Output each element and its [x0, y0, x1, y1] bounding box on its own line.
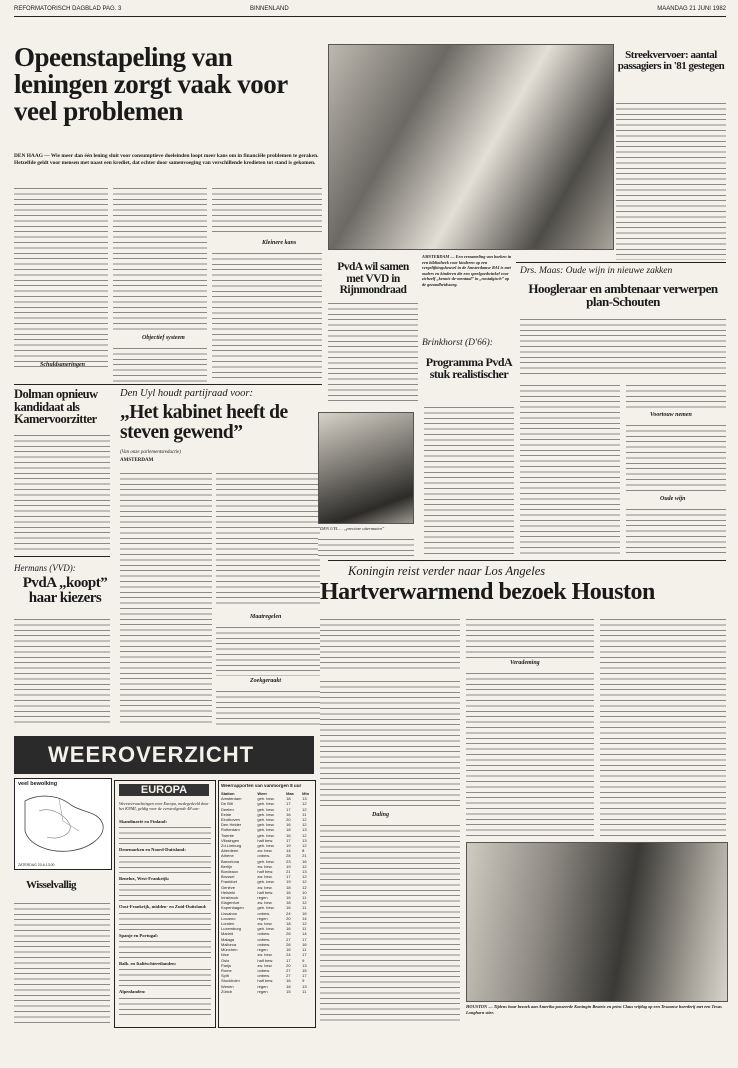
- koningin-column-2b: [466, 670, 594, 836]
- weather-banner: [14, 736, 314, 774]
- weather-map-legend: ZATERDAG 20-6 13.00: [18, 863, 55, 867]
- min-cell: 8: [302, 848, 305, 854]
- houston-photo-caption: HOUSTON — Tijdens haar bezoek aan Amerika passeerde Koningin Beatrix en prins Claus vrijdag op een Texaanse boerderij met een Texas Longhorn stier.: [466, 1004, 722, 1015]
- station-cell: Rome: [221, 967, 232, 973]
- lead-headline: Opeenstapeling van leningen zorgt vaak voor veel problemen: [14, 42, 288, 126]
- min-cell: 12: [302, 817, 307, 823]
- weather-cell: half bew.: [257, 869, 274, 875]
- europa-region-label: Oost-Frankrijk, midden- en Zuid-Duitsland:: [119, 904, 207, 910]
- min-cell: 9: [302, 957, 305, 963]
- station-cell: Aberdeen: [221, 848, 239, 854]
- lead-column-3: [212, 185, 322, 233]
- lead-subhead-3: Kleinere kans: [262, 240, 297, 246]
- denuyl-column-2: [216, 470, 320, 608]
- europa-region-label: Skandinavië en Finland:: [119, 819, 167, 824]
- maas-column-1: [520, 382, 620, 554]
- max-cell: 16: [286, 822, 291, 828]
- weather-table-box: [218, 780, 316, 1028]
- weather-cell: onbew.: [257, 931, 271, 937]
- maas-column-2b: [626, 422, 726, 494]
- min-cell: 14: [302, 931, 307, 937]
- denuyl-photo-text: [318, 536, 414, 558]
- europa-regions: [119, 819, 211, 1018]
- pvda-headline: PvdA wil samen met VVD in Rijnmondraad: [337, 261, 409, 296]
- station-cell: Kopenhagen: [221, 905, 244, 911]
- weather-cell: geh. bew.: [257, 827, 275, 833]
- weather-cell: zw. bew.: [257, 848, 273, 854]
- europa-intro: Weersverwachtingen voor Europa, medegedeeld door het KNMI, geldig voor de eerstvolgende 48 uur:: [119, 801, 209, 812]
- weather-cell: geh. bew.: [257, 905, 275, 911]
- weather-map-drawing: [19, 791, 107, 857]
- page-header: [14, 4, 726, 17]
- weather-cell: half bew.: [257, 837, 274, 843]
- weather-cell: zw. bew.: [257, 863, 273, 869]
- europa-region-text: [119, 853, 211, 874]
- min-cell: 11: [302, 947, 307, 953]
- max-cell: 16: [286, 978, 291, 984]
- max-cell: 16: [286, 947, 291, 953]
- streekvervoer-headline: Streekvervoer: aantal passagiers in '81 gestegen: [617, 49, 725, 72]
- weather-cell: geh. bew.: [257, 843, 275, 849]
- min-cell: 16: [302, 941, 307, 947]
- max-cell: 24: [286, 910, 291, 916]
- paper-name: REFORMATORISCH DAGBLAD PAG. 3: [14, 6, 122, 12]
- weather-cell: regen: [257, 915, 268, 921]
- station-cell: Deelen: [221, 806, 234, 812]
- min-cell: 16: [302, 858, 307, 864]
- max-cell: 16: [286, 905, 291, 911]
- max-cell: 27: [286, 936, 291, 942]
- station-cell: Klagenfurt: [221, 900, 240, 906]
- min-cell: 17: [302, 936, 307, 942]
- weather-banner-title: WEEROVERZICHT: [48, 742, 255, 767]
- lead-column-2: [113, 185, 207, 333]
- station-cell: Den Helder: [221, 822, 242, 828]
- brinkhorst-kicker: Brinkhorst (D'66):: [422, 338, 493, 348]
- weather-cell: regen: [257, 983, 268, 989]
- max-cell: 18: [286, 921, 291, 927]
- weather-cell: onbew.: [257, 941, 271, 947]
- min-cell: 12: [302, 822, 307, 828]
- max-cell: 18: [286, 884, 291, 890]
- station-cell: Helsinki: [221, 889, 236, 895]
- weather-cell: geh. bew.: [257, 806, 275, 812]
- min-cell: 21: [302, 853, 307, 859]
- station-cell: Athene: [221, 853, 234, 859]
- weather-side-body: [14, 900, 110, 1026]
- denuyl-dateline: AMSTERDAM: [120, 458, 154, 463]
- max-cell: 21: [286, 869, 291, 875]
- europa-region-text: [119, 995, 211, 1016]
- min-cell: 13: [302, 962, 307, 968]
- europa-region-text: [119, 910, 211, 931]
- station-cell: Barcelona: [221, 858, 240, 864]
- weather-cell: geh. bew.: [257, 926, 275, 932]
- europa-region-text: [119, 966, 211, 987]
- weather-cell: zw. bew.: [257, 962, 273, 968]
- weather-cell: half bew.: [257, 889, 274, 895]
- max-cell: 20: [286, 962, 291, 968]
- max-cell: 16: [286, 889, 291, 895]
- weather-cell: onbew.: [257, 936, 271, 942]
- min-cell: 13: [302, 827, 307, 833]
- min-cell: 11: [302, 895, 307, 901]
- hermans-headline: PvdA „koopt” haar kiezers: [22, 575, 108, 606]
- weather-cell: onbew.: [257, 973, 271, 979]
- lead-column-2b: [113, 345, 207, 382]
- library-photo-caption: AMSTERDAM — Een verzameling van boeken in een bibliotheek voor kinderen op een vergelijkingsheuvel in de Amsterdamse RAI is met ouders en kinderen die een speelgoedwinkel voor zichzelf „kennis-de-mentaal” in „nostalgisch” op de gezondheidszorg.: [422, 254, 512, 287]
- weather-table: [219, 791, 315, 994]
- weather-cell: geh. bew.: [257, 832, 275, 838]
- section-name: BINNENLAND: [250, 6, 289, 12]
- min-cell: 13: [302, 983, 307, 989]
- maas-headline: Hoogleraar en ambtenaar verwerpen plan-Schouten: [528, 281, 718, 309]
- weather-cell: geh. bew.: [257, 817, 275, 823]
- weather-cell: onbew.: [257, 910, 271, 916]
- weather-cell: zw. bew.: [257, 884, 273, 890]
- houston-photo: [466, 842, 728, 1002]
- weather-cell: zw. bew.: [257, 952, 273, 958]
- weather-map: [14, 778, 112, 870]
- denuyl-photo: [318, 412, 414, 524]
- min-cell: 12: [302, 832, 307, 838]
- max-cell: 19: [286, 843, 291, 849]
- dolman-headline: Dolman opnieuw kandidaat als Kamervoorzitter: [14, 387, 98, 426]
- weather-cell: onbew.: [257, 853, 271, 859]
- max-cell: 23: [286, 858, 291, 864]
- lead-subhead-1: Schuldsaneringen: [40, 362, 86, 368]
- dolman-body: [14, 432, 110, 550]
- station-cell: Eelde: [221, 811, 232, 817]
- europa-title: EUROPA: [119, 784, 209, 796]
- koningin-column-1b: [320, 822, 460, 1022]
- max-cell: 17: [286, 801, 291, 807]
- brinkhorst-headline: Programma PvdA stuk realistischer: [425, 355, 513, 381]
- koningin-subhead-1: Verademing: [510, 660, 540, 666]
- max-cell: 28: [286, 853, 291, 859]
- hermans-body: [14, 616, 110, 726]
- max-cell: 17: [286, 837, 291, 843]
- maas-subhead-1: Voortouw nemen: [650, 412, 692, 418]
- weather-cell: geh. bew.: [257, 822, 275, 828]
- station-cell: Innsbruck: [221, 895, 239, 901]
- streekvervoer-body: [616, 100, 726, 260]
- col-min: Min: [302, 791, 310, 796]
- station-cell: Wenen: [221, 983, 234, 989]
- koningin-column-3: [600, 616, 726, 836]
- denuyl-column-1: [120, 470, 212, 726]
- min-cell: 16: [302, 910, 307, 916]
- min-cell: 11: [302, 905, 307, 911]
- max-cell: 18: [286, 900, 291, 906]
- issue-date: MAANDAG 21 JUNI 1982: [657, 6, 726, 12]
- max-cell: 19: [286, 879, 291, 885]
- hermans-kicker: Hermans (VVD):: [14, 563, 76, 573]
- lead-column-3b: [212, 250, 322, 380]
- weather-table-title: Weerrapporten van vanmorgen 8 uur: [221, 783, 302, 788]
- max-cell: 17: [286, 806, 291, 812]
- table-row: [219, 989, 315, 994]
- maas-intro: [520, 316, 726, 376]
- col-max: Max: [286, 791, 294, 796]
- europa-region-label: Alpenlanden:: [119, 989, 146, 995]
- weather-cell: half bew.: [257, 957, 274, 963]
- station-cell: Berlijn: [221, 863, 233, 869]
- weather-cell: geh. bew.: [257, 879, 275, 885]
- max-cell: 18: [286, 827, 291, 833]
- station-cell: Nice: [221, 952, 230, 958]
- col-weather: Weer: [257, 791, 268, 796]
- station-cell: Malaga: [221, 936, 235, 942]
- min-cell: 12: [302, 806, 307, 812]
- min-cell: 12: [302, 863, 307, 869]
- station-cell: Frankfort: [221, 879, 238, 885]
- station-cell: Bordeaux: [221, 869, 239, 875]
- min-cell: 17: [302, 973, 307, 979]
- min-cell: 15: [302, 967, 307, 973]
- max-cell: 16: [286, 895, 291, 901]
- koningin-column-2: [466, 616, 594, 658]
- lead-subhead-2: Objectief systeem: [142, 335, 185, 341]
- max-cell: 24: [286, 952, 291, 958]
- min-cell: 12: [302, 921, 307, 927]
- min-cell: 11: [302, 926, 307, 932]
- station-cell: Twente: [221, 832, 234, 838]
- station-cell: Londen: [221, 921, 235, 927]
- denuyl-column-2b: [216, 624, 320, 676]
- weather-cell: regen: [257, 895, 268, 901]
- weather-cell: geh. bew.: [257, 811, 275, 817]
- europa-region-text: [119, 824, 211, 845]
- station-cell: Luxemburg: [221, 926, 242, 932]
- max-cell: 15: [286, 988, 291, 994]
- min-cell: 14: [302, 915, 307, 921]
- max-cell: 17: [286, 874, 291, 880]
- max-cell: 16: [286, 811, 291, 817]
- divider: [516, 262, 726, 263]
- denuyl-intro: [120, 458, 212, 464]
- station-cell: Brussel: [221, 874, 235, 880]
- weather-cell: regen: [257, 947, 268, 953]
- max-cell: 16: [286, 926, 291, 932]
- max-cell: 27: [286, 967, 291, 973]
- min-cell: 12: [302, 879, 307, 885]
- europa-region-label: Spanje en Portugal:: [119, 932, 159, 938]
- min-cell: 12: [302, 884, 307, 890]
- maas-kicker: Drs. Maas: Oude wijn in nieuwe zakken: [520, 266, 673, 276]
- min-cell: 12: [302, 801, 307, 807]
- maas-column-2c: [626, 506, 726, 556]
- min-cell: 12: [302, 843, 307, 849]
- station-cell: Zd.Limburg: [221, 843, 242, 849]
- weather-cell: zw. bew.: [257, 874, 273, 880]
- denuyl-subhead-2: Zoekgeraakt: [250, 678, 281, 684]
- min-cell: 17: [302, 952, 307, 958]
- station-cell: Eindhoven: [221, 817, 240, 823]
- station-cell: Locarno: [221, 915, 236, 921]
- min-cell: 12: [302, 900, 307, 906]
- station-cell: Vlissingen: [221, 837, 240, 843]
- station-cell: De Bilt: [221, 801, 233, 807]
- min-cell: 11: [302, 988, 307, 994]
- europa-region-text: [119, 881, 211, 902]
- lead-column-1: [14, 185, 108, 368]
- max-cell: 27: [286, 973, 291, 979]
- koningin-subhead-2: Daling: [372, 812, 390, 818]
- station-cell: Zürich: [221, 988, 233, 994]
- min-cell: 9: [302, 978, 305, 984]
- koningin-headline: Hartverwarmend bezoek Houston: [320, 579, 655, 605]
- min-cell: 12: [302, 874, 307, 880]
- maas-subhead-2: Oude wijn: [660, 496, 686, 502]
- min-cell: 11: [302, 811, 307, 817]
- divider: [14, 556, 110, 557]
- weather-cell: geh. bew.: [257, 796, 275, 802]
- col-station: Station: [221, 791, 235, 796]
- lead-intro: DEN HAAG — Wie meer dan één lening sluit voor consumptieve doeleinden loopt meer kans om in financiële problemen te geraken. Hetzelfde geldt voor mensen met naast een krediet, dat echter door samenvoeging van verschillende kredieten tot stand is gekomen.: [14, 153, 319, 166]
- weather-cell: zw. bew.: [257, 921, 273, 927]
- denuyl-photo-caption: DEN UYL ... „precieze uitermaten”: [320, 526, 385, 531]
- weather-map-title: veel bewolking: [18, 781, 58, 787]
- station-cell: Amsterdam: [221, 796, 242, 802]
- library-photo: [328, 44, 614, 250]
- station-cell: Parijs: [221, 962, 232, 968]
- station-cell: Split: [221, 973, 229, 979]
- europa-region-label: Denemarken en Noord-Duitsland:: [119, 847, 186, 853]
- max-cell: 14: [286, 848, 291, 854]
- koningin-column-1: [320, 678, 460, 808]
- denuyl-kicker: Den Uyl houdt partijraad voor:: [120, 388, 253, 399]
- max-cell: 26: [286, 941, 291, 947]
- min-cell: 10: [302, 889, 307, 895]
- station-cell: Mallorca: [221, 941, 237, 947]
- denuyl-subhead-1: Maatregelen: [250, 614, 282, 620]
- station-cell: Lissabon: [221, 910, 238, 916]
- brinkhorst-body: [424, 404, 514, 554]
- denuyl-byline: (Van onze parlementsredactie): [120, 450, 181, 455]
- max-cell: 19: [286, 863, 291, 869]
- europa-region-label: Balk. en Italiëschiereilanden:: [119, 961, 177, 967]
- station-cell: Genève: [221, 884, 236, 890]
- pvda-body: [328, 300, 418, 404]
- weather-cell: half bew.: [257, 978, 274, 984]
- europa-region-label: Benelux, West-Frankrijk:: [119, 875, 170, 881]
- koningin-kicker: Koningin reist verder naar Los Angeles: [348, 564, 546, 578]
- station-cell: München: [221, 947, 238, 953]
- maas-column-2: [626, 382, 726, 410]
- min-cell: 13: [302, 869, 307, 875]
- max-cell: 17: [286, 957, 291, 963]
- max-cell: 20: [286, 817, 291, 823]
- weather-cell: onbew.: [257, 967, 271, 973]
- station-cell: Madrid: [221, 931, 234, 937]
- max-cell: 26: [286, 931, 291, 937]
- max-cell: 18: [286, 796, 291, 802]
- station-cell: Rotterdam: [221, 827, 240, 833]
- max-cell: 16: [286, 832, 291, 838]
- weather-cell: geh. bew.: [257, 858, 275, 864]
- min-cell: 13: [302, 796, 307, 802]
- weather-cell: geh. bew.: [257, 801, 275, 807]
- weather-cell: regen: [257, 988, 268, 994]
- europa-box: [114, 780, 216, 1028]
- max-cell: 18: [286, 983, 291, 989]
- koningin-intro: [320, 616, 460, 672]
- divider: [328, 560, 726, 561]
- station-cell: Oslo: [221, 957, 230, 963]
- max-cell: 20: [286, 915, 291, 921]
- denuyl-column-2c: [216, 688, 320, 726]
- denuyl-headline: „Het kabinet heeft de steven gewend”: [120, 402, 288, 443]
- divider: [14, 384, 322, 385]
- min-cell: 13: [302, 837, 307, 843]
- europa-region-text: [119, 938, 211, 959]
- weather-side-title: Wisselvallig: [26, 879, 77, 891]
- station-cell: Stockholm: [221, 978, 240, 984]
- weather-cell: zw. bew.: [257, 900, 273, 906]
